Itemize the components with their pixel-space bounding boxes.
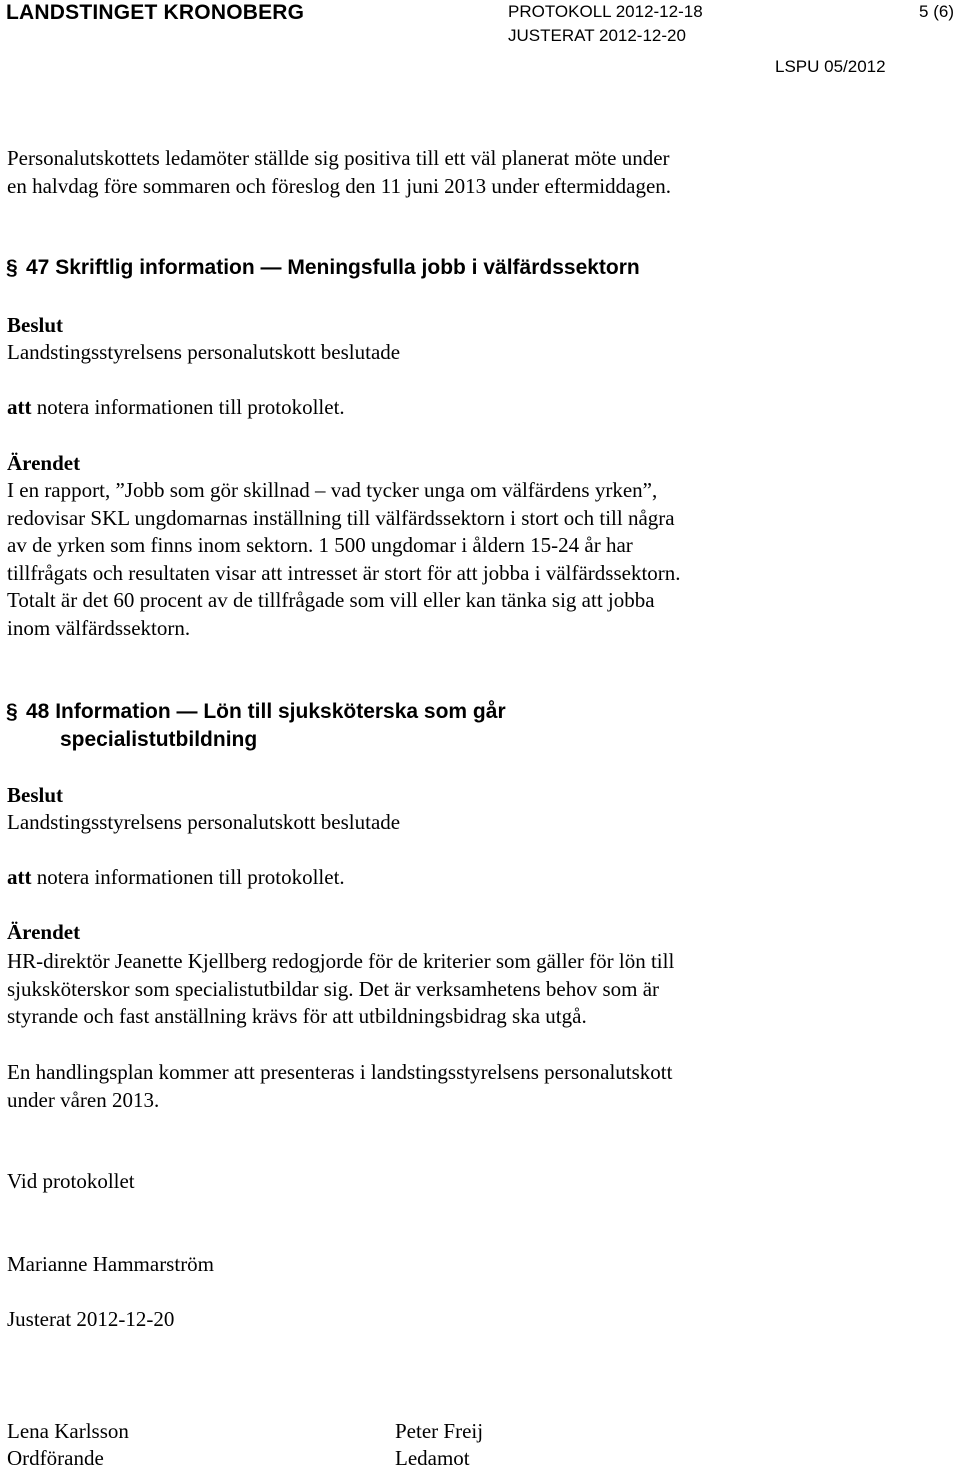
att-text: notera informationen till protokollet. [31, 865, 345, 889]
section-48-att-line [7, 865, 345, 890]
arendet-line: inom välfärdssektorn. [7, 615, 191, 640]
arendet-line: styrande och fast anställning krävs för att utbildningsbidrag ska utgå. [7, 1004, 587, 1028]
arendet-line: av de yrken som finns inom sektorn. 1 500 ungdomar i åldern 15-24 år har [7, 533, 633, 557]
section-47-beslut-text: Landstingsstyrelsens personalutskott beslutade [7, 340, 401, 364]
intro-line: Personalutskottets ledamöter ställde sig positiva till ett väl planerat möte under [7, 146, 670, 170]
section-47-arendet-heading: Ärendet [7, 451, 81, 475]
att-word: att [7, 395, 32, 419]
paragraph-mark-icon: § [6, 256, 18, 279]
vid-protokollet: Vid protokollet [7, 1169, 135, 1193]
arendet-line: Totalt är det 60 procent av de tillfrågade som vill eller kan tänka sig att jobba [7, 588, 655, 612]
protocol-date: PROTOKOLL 2012-12-18 [508, 2, 703, 21]
member-name: Peter Freij [395, 1419, 484, 1443]
justerat-line: Justerat 2012-12-20 [7, 1307, 175, 1331]
chair-name: Lena Karlsson [7, 1419, 129, 1443]
section-48-plan-text [7, 1059, 672, 1114]
section-title-text: 48 Information — Lön till sjuksköterska som går [26, 700, 506, 723]
arendet-line: tillfrågats och resultaten visar att intresset är stort för att jobba i välfärdssektorn. [7, 560, 681, 585]
att-text: notera informationen till protokollet. [31, 395, 345, 419]
secretary-name: Marianne Hammarström [7, 1252, 215, 1276]
chair-role: Ordförande [7, 1446, 104, 1470]
section-47-beslut-heading: Beslut [7, 313, 64, 337]
section-47-title [6, 254, 640, 282]
section-48-title [6, 698, 506, 754]
plan-line: En handlingsplan kommer att presenteras i landstingsstyrelsens personalutskott [7, 1060, 673, 1084]
reference-number: LSPU 05/2012 [775, 57, 886, 76]
member-role: Ledamot [395, 1446, 470, 1470]
section-48-arendet-heading: Ärendet [7, 920, 81, 944]
section-47-att-line [7, 395, 345, 420]
section-48-arendet-text [7, 948, 674, 1031]
section-48-beslut-heading: Beslut [7, 783, 64, 807]
arendet-line: redovisar SKL ungdomarnas inställning till välfärdssektorn i stort och till några [7, 505, 675, 530]
section-47-arendet-text [7, 477, 681, 642]
arendet-line: I en rapport, ”Jobb som gör skillnad – vad tycker unga om välfärdens yrken”, [7, 478, 658, 502]
section-title-text-cont: specialistutbildning [60, 728, 258, 751]
paragraph-mark-icon: § [6, 700, 18, 723]
plan-line: under våren 2013. [7, 1087, 160, 1112]
arendet-line: sjuksköterskor som specialistutbildar sig. Det är verksamhetens behov som är [7, 976, 660, 1001]
organization-name: LANDSTINGET KRONOBERG [6, 1, 305, 24]
intro-line: en halvdag före sommaren och föreslog den 11 juni 2013 under eftermiddagen. [7, 173, 672, 198]
justerat-date: JUSTERAT 2012-12-20 [508, 26, 686, 45]
section-title-text: 47 Skriftlig information — Meningsfulla jobb i välfärdssektorn [26, 256, 640, 279]
arendet-line: HR-direktör Jeanette Kjellberg redogjorde för de kriterier som gäller för lön till [7, 949, 675, 973]
page-number: 5 (6) [919, 2, 954, 21]
att-word: att [7, 865, 32, 889]
section-48-beslut-text: Landstingsstyrelsens personalutskott beslutade [7, 810, 401, 834]
intro-paragraph [7, 145, 671, 200]
